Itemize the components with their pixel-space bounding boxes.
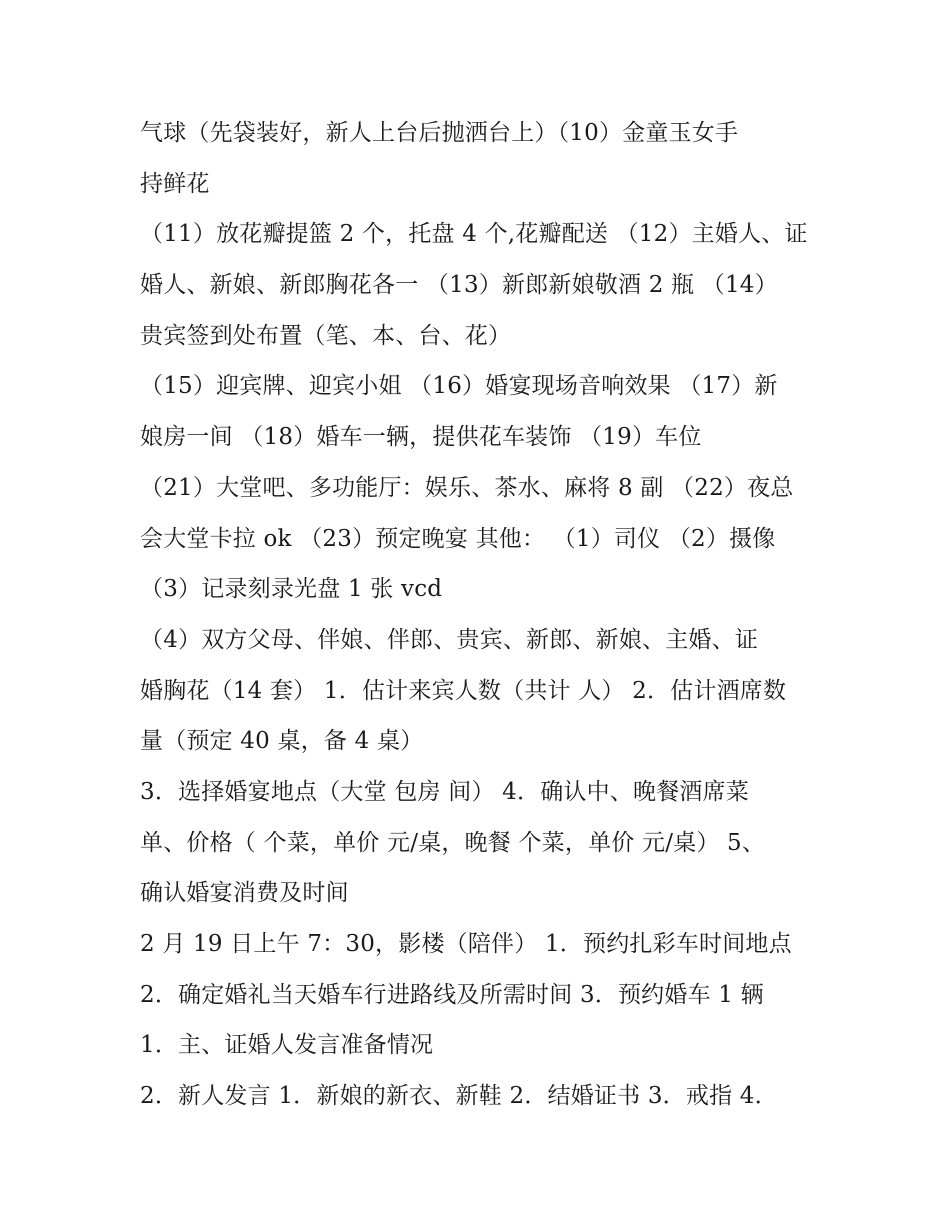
text-line: 持鲜花 <box>140 170 210 197</box>
text-line: （4）双方父母、伴娘、伴郎、贵宾、新郎、新娘、主婚、证 <box>140 626 759 653</box>
text-line: 单、价格（ 个菜，单价 元/桌，晚餐 个菜，单价 元/桌） 5、 <box>140 829 766 856</box>
text-line: 2 月 19 日上午 7：30，影楼（陪伴） 1．预约扎彩车时间地点 <box>140 931 792 957</box>
text-line: 婚人、新娘、新郎胸花各一 （13）新郎新娘敬酒 2 瓶 （14） <box>140 272 778 299</box>
document-body <box>140 108 820 1122</box>
text-line: 3．选择婚宴地点（大堂 包房 间） 4．确认中、晚餐酒席菜 <box>140 778 749 805</box>
text-line: 婚胸花（14 套） 1．估计来宾人数（共计 人） 2．估计酒席数 <box>140 677 787 704</box>
text-line: 娘房一间 （18）婚车一辆，提供花车装饰 （19）车位 <box>140 424 702 451</box>
text-line: 1．主、证婚人发言准备情况 <box>140 1032 434 1059</box>
text-line: 贵宾签到处布置（笔、本、台、花） <box>140 322 512 349</box>
text-line: （21）大堂吧、多功能厅：娱乐、茶水、麻将 8 副 （22）夜总 <box>140 474 794 501</box>
text-line: 会大堂卡拉 ok （23）预定晚宴 其他： （1）司仪 （2）摄像 <box>140 525 776 552</box>
text-line: 气球（先袋装好，新人上台后抛洒台上）（10）金童玉女手 <box>140 120 739 146</box>
text-line: （3）记录刻录光盘 1 张 vcd <box>140 576 443 603</box>
text-line: 2．确定婚礼当天婚车行进路线及所需时间 3．预约婚车 1 辆 <box>140 981 764 1008</box>
text-line: （15）迎宾牌、迎宾小姐 （16）婚宴现场音响效果 （17）新 <box>140 373 778 400</box>
text-line: 确认婚宴消费及时间 <box>140 880 349 907</box>
text-line: （11）放花瓣提篮 2 个，托盘 4 个,花瓣配送 （12）主婚人、证 <box>140 221 808 248</box>
text-line: 量（预定 40 桌，备 4 桌） <box>140 728 424 755</box>
text-line: 2．新人发言 1．新娘的新衣、新鞋 2．结婚证书 3．戒指 4． <box>140 1083 778 1110</box>
